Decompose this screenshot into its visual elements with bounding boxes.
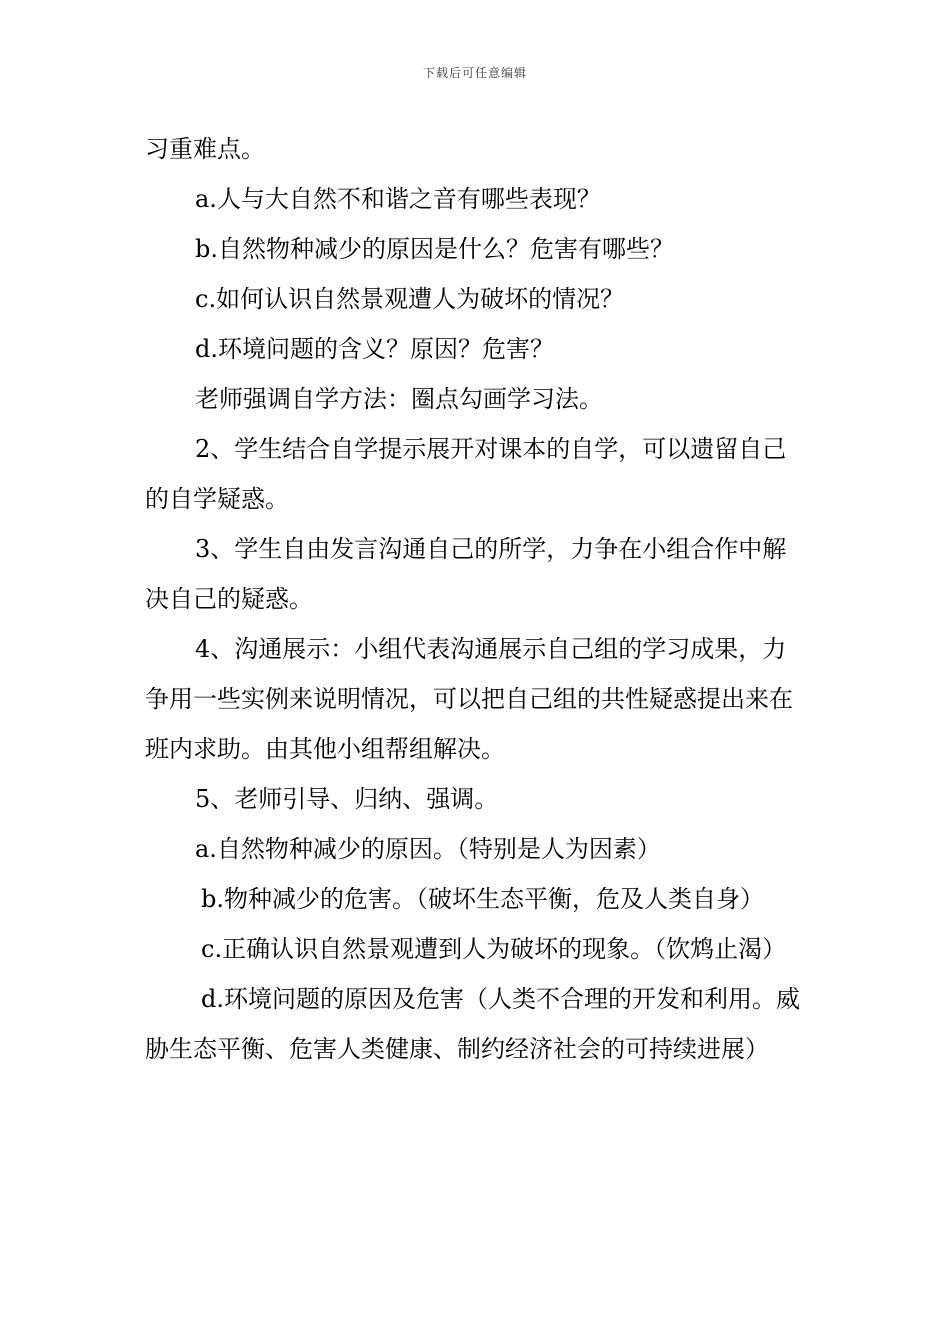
paragraph-continuation: 习重难点。 bbox=[145, 135, 265, 163]
paragraph-step-4: 4、沟通展示：小组代表沟通展示自己组的学习成果，力争用一些实例来说明情况，可以把自己组的共性疑惑提出来在班内求助。由其他小组帮组解决。 bbox=[145, 635, 793, 763]
paragraph-step-3: 3、学生自由发言沟通自己的所学，力争在小组合作中解决自己的疑惑。 bbox=[145, 535, 787, 613]
page-header: 下载后可任意编辑 bbox=[422, 66, 527, 80]
list-item-d: d.环境问题的含义？原因？危害？ bbox=[195, 335, 554, 363]
summary-item-c: c.正确认识自然景观遭到人为破坏的现象。（饮鸩止渴） bbox=[201, 935, 787, 963]
paragraph-method: 老师强调自学方法：圈点勾画学习法。 bbox=[195, 385, 603, 413]
summary-item-d: d.环境问题的原因及危害（人类不合理的开发和利用。威胁生态平衡、危害人类健康、制约经济社会的可持续进展） bbox=[145, 985, 800, 1063]
list-item-a: a.人与大自然不和谐之音有哪些表现？ bbox=[195, 185, 601, 213]
list-item-c: c.如何认识自然景观遭人为破坏的情况？ bbox=[195, 285, 625, 313]
paragraph-step-5: 5、老师引导、归纳、强调。 bbox=[195, 785, 499, 813]
document-body bbox=[145, 124, 810, 1074]
paragraph-step-2: 2、学生结合自学提示展开对课本的自学，可以遗留自己的自学疑惑。 bbox=[145, 435, 787, 513]
summary-item-a: a.自然物种减少的原因。（特别是人为因素） bbox=[195, 835, 661, 863]
list-item-b: b.自然物种减少的原因是什么？危害有哪些？ bbox=[195, 235, 674, 263]
summary-item-b: b.物种减少的危害。（破坏生态平衡，危及人类自身） bbox=[201, 885, 764, 913]
